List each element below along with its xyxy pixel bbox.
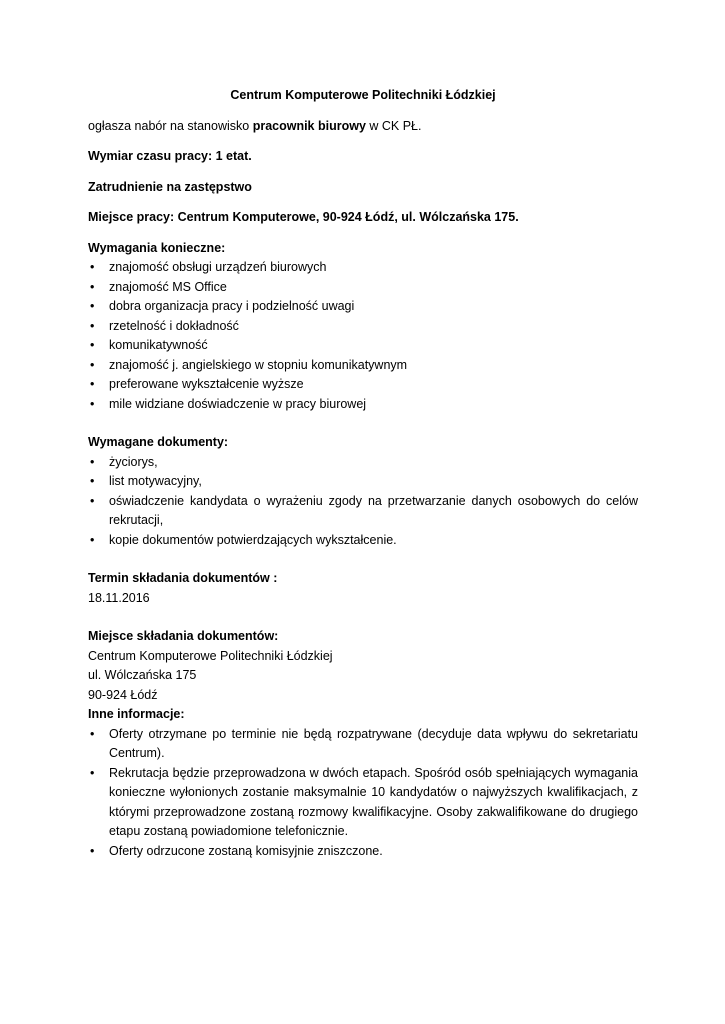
spacer	[88, 608, 638, 627]
list-item: • dobra organizacja pracy i podzielność uwagi	[88, 297, 638, 317]
list-item: • znajomość obsługi urządzeń biurowych	[88, 258, 638, 278]
list-item: • oświadczenie kandydata o wyrażeniu zgody na przetwarzanie danych osobowych do celów rekrutacji,	[88, 492, 638, 531]
list-item: • znajomość MS Office	[88, 278, 638, 298]
other-info-heading: Inne informacje:	[88, 707, 185, 721]
document-page	[88, 86, 638, 861]
announcement-prefix: ogłasza nabór na stanowisko	[88, 118, 253, 133]
submission-heading: Miejsce składania dokumentów:	[88, 629, 279, 643]
announcement-position: pracownik biurowy	[252, 118, 366, 133]
announcement-line	[88, 117, 638, 137]
documents-heading: Wymagane dokumenty:	[88, 435, 229, 449]
submission-address-line: Centrum Komputerowe Politechniki Łódzkiej	[88, 648, 333, 663]
list-item: • Rekrutacja będzie przeprowadzona w dwóch etapach. Spośród osób spełniających wymagania konieczne wyłonionych zostanie maksymalnie 10 kandydatów o najwyższych kwalifikacjach, z którymi przeprowadzone zostaną rozmowy kwalifikacyjne. Osoby zakwalifikowane do drugiego etapu zostaną powiadomione telefonicznie.	[88, 764, 638, 842]
deadline-heading: Termin składania dokumentów :	[88, 571, 278, 585]
submission-address-line: 90-924 Łódź	[88, 687, 158, 702]
list-item: • życiorys,	[88, 453, 638, 473]
deadline-date: 18.11.2016	[88, 590, 150, 605]
list-item: • komunikatywność	[88, 336, 638, 356]
workplace: Miejsce pracy: Centrum Komputerowe, 90-924 Łódź, ul. Wólczańska 175.	[88, 210, 519, 224]
list-item: • Oferty otrzymane po terminie nie będą rozpatrywane (decyduje data wpływu do sekretariatu Centrum).	[88, 725, 638, 764]
spacer	[88, 414, 638, 433]
submission-address-line: ul. Wólczańska 175	[88, 668, 197, 682]
list-item: • mile widziane doświadczenie w pracy biurowej	[88, 395, 638, 415]
working-time: Wymiar czasu pracy: 1 etat.	[88, 149, 252, 163]
list-item: • preferowane wykształcenie wyższe	[88, 375, 638, 395]
documents-list	[88, 453, 638, 551]
list-item: • Oferty odrzucone zostaną komisyjnie zniszczone.	[88, 842, 638, 862]
announcement-suffix: w CK PŁ.	[365, 118, 422, 133]
list-item: • kopie dokumentów potwierdzających wykształcenie.	[88, 531, 638, 551]
employment-type: Zatrudnienie na zastępstwo	[88, 179, 252, 194]
document-title: Centrum Komputerowe Politechniki Łódzkiej	[230, 88, 496, 102]
list-item: • list motywacyjny,	[88, 472, 638, 492]
list-item: • znajomość j. angielskiego w stopniu komunikatywnym	[88, 356, 638, 376]
other-info-list	[88, 725, 638, 862]
requirements-list	[88, 258, 638, 414]
requirements-heading: Wymagania konieczne:	[88, 240, 226, 255]
list-item: • rzetelność i dokładność	[88, 317, 638, 337]
spacer	[88, 550, 638, 569]
